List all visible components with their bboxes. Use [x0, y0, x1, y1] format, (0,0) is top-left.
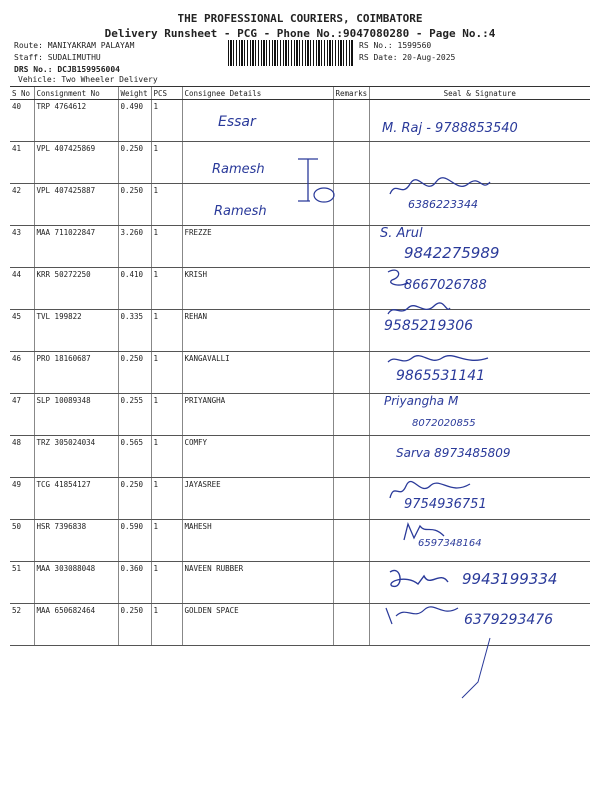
row-consignment: MAA 303088048	[34, 562, 118, 604]
row-consignment: TRP 4764612	[34, 100, 118, 142]
row-weight: 0.590	[118, 520, 151, 562]
row-consignee: KRISH	[182, 268, 333, 310]
row-pcs: 1	[151, 226, 182, 268]
row-weight: 0.250	[118, 184, 151, 226]
row-weight: 0.335	[118, 310, 151, 352]
signature-42: 6386223344	[408, 198, 478, 211]
handwritten-consignee-42: Ramesh	[214, 204, 267, 219]
row-sno: 42	[10, 184, 34, 226]
signature-scribble-51	[384, 564, 454, 594]
row-sno: 47	[10, 394, 34, 436]
runsheet-subtitle: Delivery Runsheet - PCG - Phone No.:9047080280 - Page No.:4	[104, 27, 496, 40]
row-pcs: 1	[151, 142, 182, 184]
signature-47-name: Priyangha M	[384, 394, 459, 408]
row-pcs: 1	[151, 394, 182, 436]
row-remarks	[333, 310, 369, 352]
row-sno: 52	[10, 604, 34, 646]
row-pcs: 1	[151, 100, 182, 142]
route-label: Route: MANIYAKRAM PALAYAM	[14, 41, 135, 50]
row-consignment: SLP 10089348	[34, 394, 118, 436]
row-consignment: VPL 407425887	[34, 184, 118, 226]
row-consignee: MAHESH	[182, 520, 333, 562]
row-consignment: VPL 407425869	[34, 142, 118, 184]
drs-number: DRS No.: DCJB159956004	[14, 65, 120, 74]
row-consignment: MAA 650682464	[34, 604, 118, 646]
row-weight: 0.490	[118, 100, 151, 142]
row-consignment: MAA 711022847	[34, 226, 118, 268]
row-sno: 40	[10, 100, 34, 142]
signature-48: Sarva 8973485809	[396, 446, 511, 460]
row-remarks	[333, 604, 369, 646]
row-weight: 0.360	[118, 562, 151, 604]
row-sno: 51	[10, 562, 34, 604]
tamil-signature-45	[384, 302, 454, 318]
signature-scribble-52	[382, 602, 462, 626]
row-pcs: 1	[151, 310, 182, 352]
row-weight: 0.565	[118, 436, 151, 478]
signature-47: 8072020855	[412, 418, 476, 429]
signature-43-name: S. Arul	[380, 226, 423, 241]
table-row	[10, 394, 590, 436]
row-sno: 44	[10, 268, 34, 310]
staff-label: Staff: SUDALIMUTHU	[14, 53, 101, 62]
table-row	[10, 520, 590, 562]
tamil-signature-46	[384, 352, 494, 368]
row-pcs: 1	[151, 562, 182, 604]
signature-43: 9842275989	[404, 244, 500, 262]
table-header-row	[10, 87, 590, 100]
row-consignment: HSR 7396838	[34, 520, 118, 562]
row-remarks	[333, 268, 369, 310]
row-sno: 43	[10, 226, 34, 268]
row-pcs: 1	[151, 478, 182, 520]
row-weight: 0.250	[118, 478, 151, 520]
row-consignee: REHAN	[182, 310, 333, 352]
row-weight: 0.250	[118, 352, 151, 394]
row-consignee: FREZZE	[182, 226, 333, 268]
row-consignment: PRO 18160687	[34, 352, 118, 394]
col-weight: Weight	[118, 87, 151, 100]
table-row	[10, 268, 590, 310]
row-remarks	[333, 226, 369, 268]
signature-scribble	[290, 155, 340, 225]
signature-44: 8667026788	[404, 278, 487, 293]
signature-52: 6379293476	[464, 612, 554, 628]
row-sno: 45	[10, 310, 34, 352]
table-row	[10, 478, 590, 520]
row-consignee: KANGAVALLI	[182, 352, 333, 394]
row-weight: 0.410	[118, 268, 151, 310]
col-signature: Seal & Signature	[369, 87, 590, 100]
rs-number: RS No.: 1599560	[359, 41, 432, 50]
vehicle-label: Vehicle: Two Wheeler Delivery	[18, 75, 158, 84]
row-remarks	[333, 562, 369, 604]
col-consignment: Consignment No	[34, 87, 118, 100]
row-consignee: NAVEEN RUBBER	[182, 562, 333, 604]
row-sno: 46	[10, 352, 34, 394]
col-remarks: Remarks	[333, 87, 369, 100]
row-weight: 0.250	[118, 142, 151, 184]
rs-date: RS Date: 20-Aug-2025	[359, 53, 456, 62]
row-weight: 0.255	[118, 394, 151, 436]
row-consignment: TRZ 305024034	[34, 436, 118, 478]
row-remarks	[333, 478, 369, 520]
table-row	[10, 352, 590, 394]
handwritten-consignee-41: Ramesh	[212, 162, 265, 177]
col-pcs: PCS	[151, 87, 182, 100]
row-remarks	[333, 394, 369, 436]
signature-40: M. Raj - 9788853540	[382, 121, 518, 136]
signature-45: 9585219306	[384, 318, 474, 334]
row-consignee: JAYASREE	[182, 478, 333, 520]
runsheet-title: THE PROFESSIONAL COURIERS, COIMBATORE	[177, 12, 423, 25]
row-sno: 48	[10, 436, 34, 478]
row-sno: 41	[10, 142, 34, 184]
row-pcs: 1	[151, 604, 182, 646]
row-consignment: KRR 50272250	[34, 268, 118, 310]
row-consignee	[182, 100, 333, 142]
col-sno: S No	[10, 87, 34, 100]
row-remarks	[333, 352, 369, 394]
row-consignee: PRIYANGHA	[182, 394, 333, 436]
row-pcs: 1	[151, 520, 182, 562]
table-row	[10, 226, 590, 268]
stray-pen-mark	[456, 636, 496, 702]
col-consignee: Consignee Details	[182, 87, 333, 100]
row-sno: 49	[10, 478, 34, 520]
signature-51: 9943199334	[462, 570, 558, 588]
row-sno: 50	[10, 520, 34, 562]
row-consignee: COMFY	[182, 436, 333, 478]
row-consignment: TVL 199822	[34, 310, 118, 352]
row-weight: 0.250	[118, 604, 151, 646]
row-pcs: 1	[151, 352, 182, 394]
handwritten-consignee-40: Essar	[218, 114, 256, 130]
row-consignment: TCG 41854127	[34, 478, 118, 520]
row-pcs: 1	[151, 268, 182, 310]
row-remarks	[333, 436, 369, 478]
row-pcs: 1	[151, 436, 182, 478]
signature-49: 9754936751	[404, 497, 487, 512]
row-weight: 3.260	[118, 226, 151, 268]
signature-46: 9865531141	[396, 368, 486, 384]
signature-50: 6597348164	[418, 538, 482, 549]
barcode	[228, 40, 354, 66]
row-remarks	[333, 520, 369, 562]
table-row	[10, 310, 590, 352]
row-consignee: GOLDEN SPACE	[182, 604, 333, 646]
row-remarks	[333, 100, 369, 142]
row-pcs: 1	[151, 184, 182, 226]
